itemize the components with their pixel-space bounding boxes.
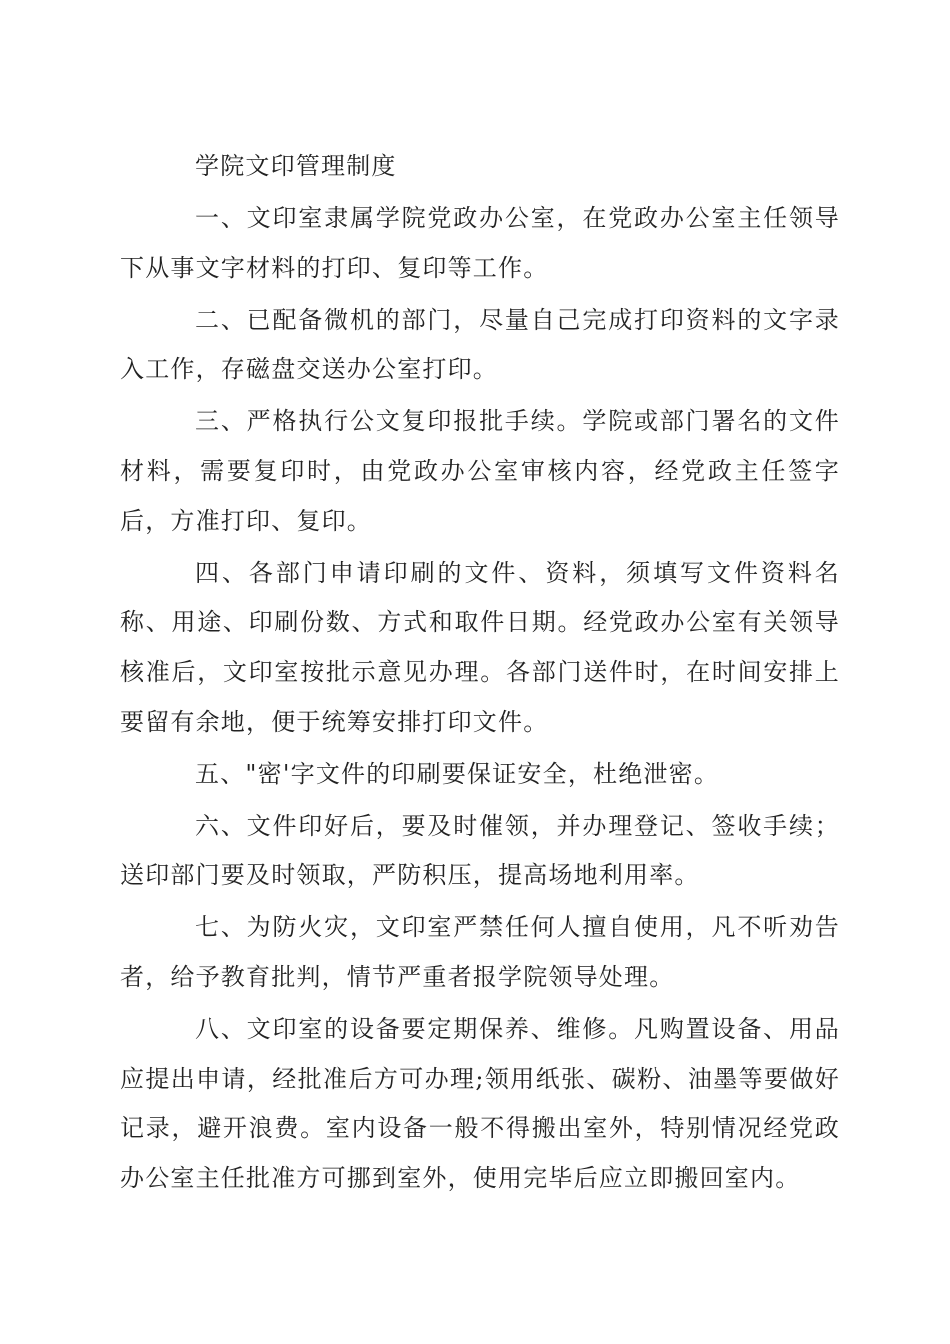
document-title: 学院文印管理制度: [195, 152, 397, 180]
paragraph-8: 八、文印室的设备要定期保养、维修。凡购置设备、用品应提出申请，经批准后方可办理;领用纸张、碳粉、油墨等要做好记录，避开浪费。室内设备一般不得搬出室外，特别情况经党政办公室主任批准方可挪到室外，使用完毕后应立即搬回室内。: [120, 1015, 840, 1192]
paragraph-5: 五、"密'字文件的印刷要保证安全，杜绝泄密。: [195, 759, 720, 788]
paragraph-6: 六、文件印好后，要及时催领，并办理登记、签收手续；送印部门要及时领取，严防积压，提高场地利用率。: [120, 811, 840, 890]
paragraph-2: 二、已配备微机的部门，尽量自己完成打印资料的文字录入工作，存磁盘交送办公室打印。: [120, 305, 840, 384]
paragraph-4: 四、各部门申请印刷的文件、资料，须填写文件资料名称、用途、印刷份数、方式和取件日期。经党政办公室有关领导核准后，文印室按批示意见办理。各部门送件时，在时间安排上要留有余地，便于统筹安排打印文件。: [120, 558, 840, 736]
paragraph-1: 一、文印室隶属学院党政办公室，在党政办公室主任领导下从事文字材料的打印、复印等工作。: [120, 204, 840, 282]
paragraph-7: 七、为防火灾，文印室严禁任何人擅自使用，凡不听劝告者，给予教育批判，情节严重者报学院领导处理。: [120, 913, 840, 991]
paragraph-3: 三、严格执行公文复印报批手续。学院或部门署名的文件材料，需要复印时，由党政办公室审核内容，经党政主任签字后，方准打印、复印。: [120, 407, 840, 535]
document-page: [120, 142, 840, 1206]
